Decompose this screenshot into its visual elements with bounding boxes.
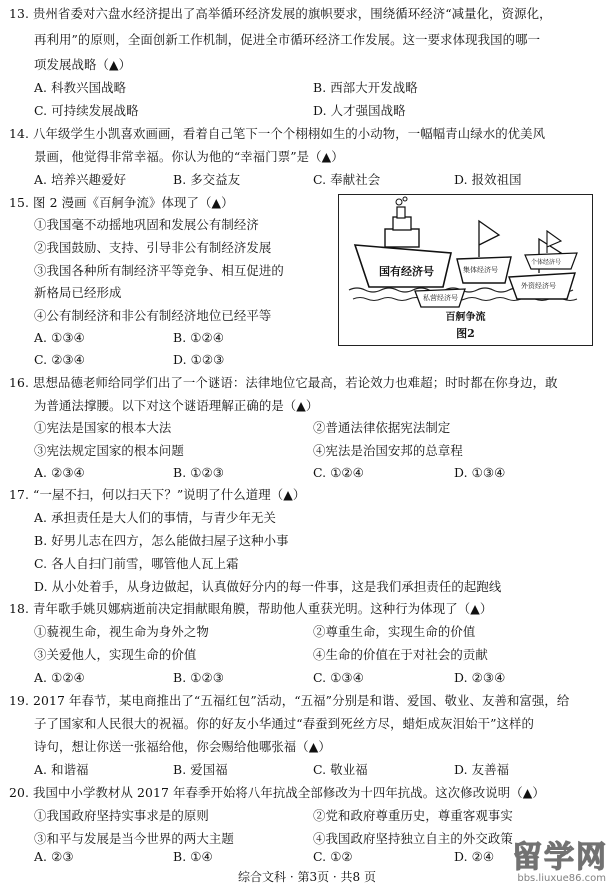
q13-option-b: B. 西部大开发战略 [313, 80, 418, 95]
watermark-brand: 留学网 [512, 840, 608, 875]
q20-option-c: C. ①② [313, 849, 353, 864]
q15-item-1: ①我国毫不动摇地巩固和发展公有制经济 [34, 217, 259, 232]
q17-option-c: C. 各人自扫门前雪，哪管他人瓦上霜 [34, 556, 239, 571]
q16-option-d: D. ①③④ [454, 465, 506, 480]
ship-label-foreign: 外资经济号 [521, 282, 556, 290]
q20-option-b: B. ①④ [173, 849, 213, 864]
q16-item-4: ④宪法是治国安邦的总章程 [313, 443, 463, 458]
q15-item-4: ④公有制经济和非公有制经济地位已经平等 [34, 308, 272, 323]
page-footer: 综合文科 · 第3页 · 共8 页 [238, 870, 376, 884]
watermark-logo [458, 832, 608, 884]
q15-item-2: ②我国鼓励、支持、引导非公有制经济发展 [34, 240, 272, 255]
q14-option-d: D. 报效祖国 [454, 172, 522, 187]
q19-option-a: A. 和谐福 [34, 762, 89, 777]
q16-item-2: ②普通法律依据宪法制定 [313, 420, 451, 435]
figure-2-cartoon [338, 194, 593, 346]
q18-item-4: ④生命的价值在于对社会的贡献 [313, 647, 488, 662]
q18-option-c: C. ①③④ [313, 670, 364, 685]
q16-item-3: ③宪法规定国家的根本问题 [34, 443, 184, 458]
q16-line-2: 为普通法撑腰。以下对这个谜语理解正确的是（▲） [34, 398, 319, 413]
q17-option-a: A. 承担责任是大人们的事情，与青少年无关 [34, 510, 276, 525]
ship-label-private: 私营经济号 [423, 294, 458, 302]
q18-line-1: 18. 青年歌手姚贝娜病逝前决定捐献眼角膜，帮助他人重获光明。这种行为体现了（▲） [9, 601, 493, 616]
q14-line-1: 14. 八年级学生小凯喜欢画画，看着自己笔下一个个栩栩如生的小动物，一幅幅青山绿水的优美风 [9, 126, 546, 141]
q19-line-1: 19. 2017 年春节，某电商推出了“五福红包”活动，“五福”分别是和谐、爱国、敬业、友善和富强，给 [9, 693, 570, 708]
q13-option-a: A. 科教兴国战略 [34, 80, 127, 95]
q15-line-1: 15. 图 2 漫画《百舸争流》体现了（▲） [9, 195, 234, 210]
q19-option-c: C. 敬业福 [313, 762, 368, 777]
ship-label-collective: 集体经济号 [463, 266, 498, 274]
q13-line-3: 项发展战略（▲） [34, 57, 132, 72]
q20-item-2: ②党和政府尊重历史，尊重客观事实 [313, 808, 513, 823]
q13-option-c: C. 可持续发展战略 [34, 103, 139, 118]
q15-item-3-cont: 新格局已经形成 [34, 285, 122, 300]
q16-option-b: B. ①②③ [173, 465, 224, 480]
q20-line-1: 20. 我国中小学教材从 2017 年春季开始将八年抗战全部修改为十四年抗战。这次修改说明（▲） [9, 785, 545, 800]
ship-label-individual: 个体经济号 [531, 259, 562, 266]
q14-option-b: B. 多交益友 [173, 172, 241, 187]
q15-option-b: B. ①②④ [173, 330, 224, 345]
q20-option-d: D. ②④ [454, 849, 495, 864]
q16-line-1: 16. 思想品德老师给同学们出了一个谜语：法律地位它最高，若论效力也难超；时时都在你身边，敢 [9, 375, 558, 390]
q13-line-2: 再利用”的原则，全面创新工作机制，促进全市循环经济工作发展。这一要求体现我国的哪一 [34, 32, 541, 47]
figure-caption: 图2 [456, 327, 475, 340]
q13-line-1: 13. 贵州省委对六盘水经济提出了高举循环经济发展的旗帜要求，围绕循环经济“减量化，资源化， [9, 6, 552, 21]
cartoon-title: 百舸争流 [445, 312, 486, 323]
q15-option-a: A. ①③④ [34, 330, 85, 345]
q15-item-3: ③我国各种所有制经济平等竞争、相互促进的 [34, 263, 284, 278]
watermark-url: bbs.liuxue86.com [517, 873, 606, 884]
q16-option-a: A. ②③④ [34, 465, 85, 480]
q13-option-d: D. 人才强国战略 [313, 103, 406, 118]
q18-option-a: A. ①②④ [34, 670, 85, 685]
q14-line-2: 景画，他觉得非常幸福。你认为他的“幸福门票”是（▲） [34, 149, 344, 164]
q14-option-a: A. 培养兴趣爱好 [34, 172, 127, 187]
q17-option-d: D. 从小处着手，从身边做起，认真做好分内的每一件事，这是我们承担责任的起跑线 [34, 579, 502, 594]
q20-item-3: ③和平与发展是当今世界的两大主题 [34, 831, 234, 846]
q15-option-d: D. ①②③ [173, 352, 225, 367]
q20-option-a: A. ②③ [34, 849, 74, 864]
q14-option-c: C. 奉献社会 [313, 172, 381, 187]
q17-line-1: 17. “一屋不扫，何以扫天下？”说明了什么道理（▲） [9, 487, 306, 502]
q19-option-b: B. 爱国福 [173, 762, 228, 777]
q20-item-4: ④我国政府坚持独立自主的外交政策 [313, 831, 513, 846]
q18-item-2: ②尊重生命，实现生命的价值 [313, 624, 476, 639]
q15-option-c: C. ②③④ [34, 352, 85, 367]
q16-option-c: C. ①②④ [313, 465, 364, 480]
q20-item-1: ①我国政府坚持实事求是的原则 [34, 808, 209, 823]
q19-option-d: D. 友善福 [454, 762, 510, 777]
q18-item-3: ③关爱他人，实现生命的价值 [34, 647, 197, 662]
ship-label-state: 国有经济号 [379, 265, 434, 278]
q16-item-1: ①宪法是国家的根本大法 [34, 420, 172, 435]
q18-option-d: D. ②③④ [454, 670, 506, 685]
q17-option-b: B. 好男儿志在四方，怎么能做扫屋子这种小事 [34, 533, 289, 548]
q19-line-2: 子了国家和人民很大的祝福。你的好友小华通过“春蚕到死丝方尽，蜡炬成灰泪始干”这样的 [34, 716, 535, 731]
q19-line-3: 诗句，想让你送一张福给他，你会赐给他哪张福（▲） [34, 739, 331, 754]
q18-item-1: ①藐视生命，视生命为身外之物 [34, 624, 209, 639]
q18-option-b: B. ①②③ [173, 670, 224, 685]
